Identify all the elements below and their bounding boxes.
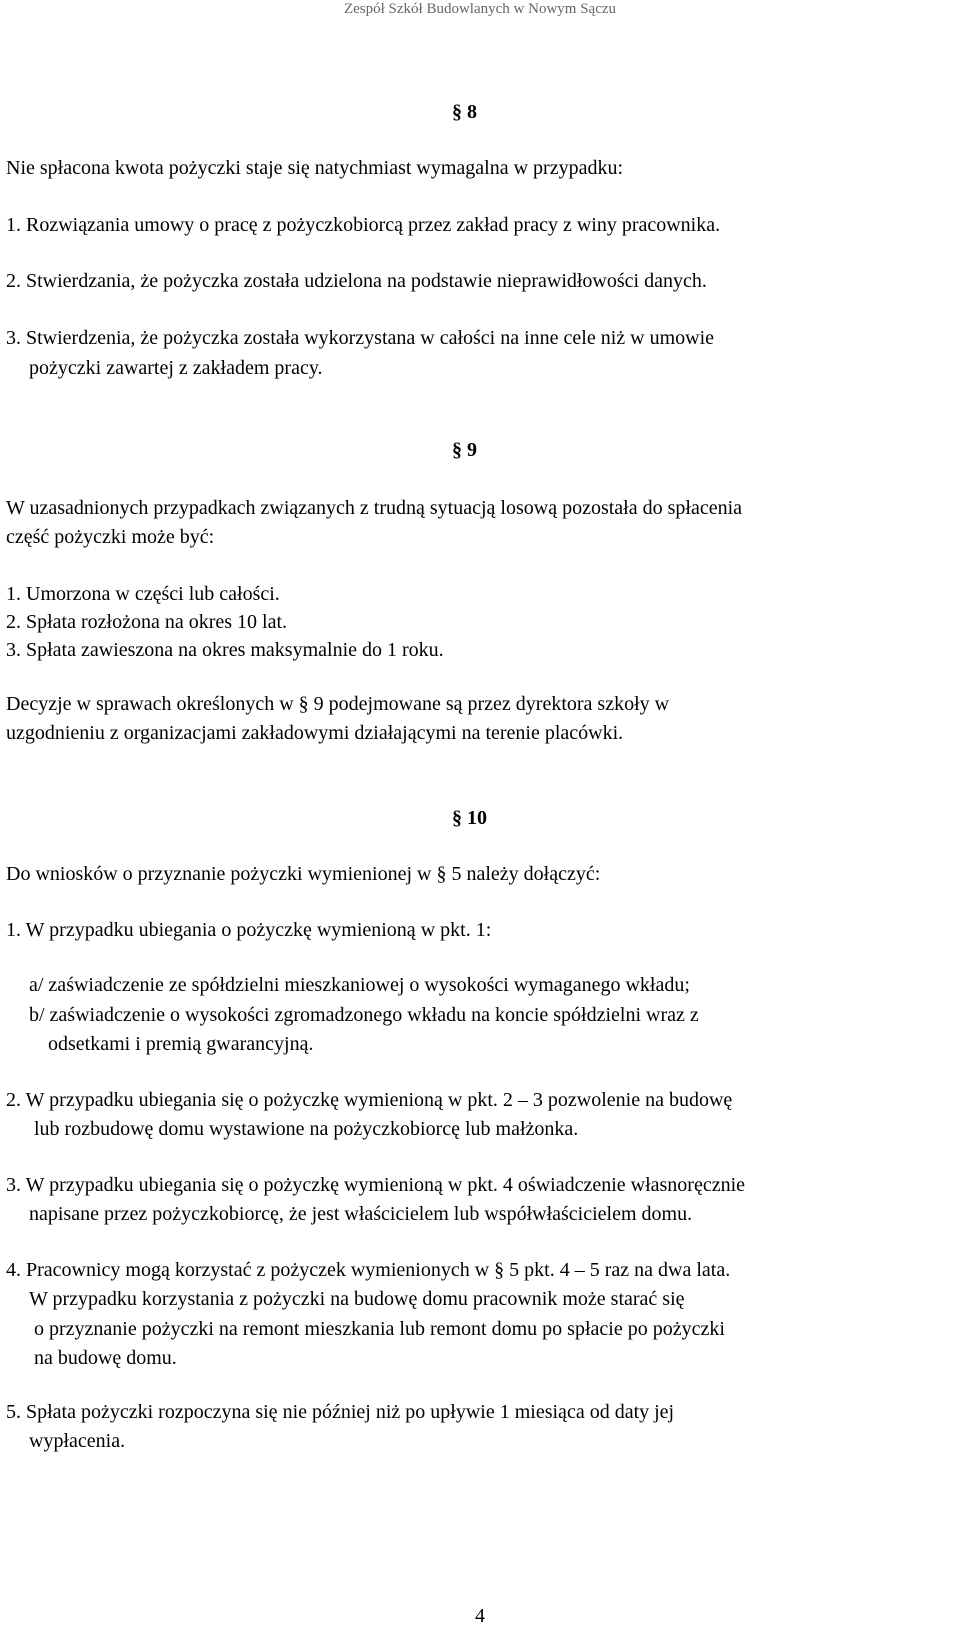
- section-10-line: W przypadku korzystania z pożyczki na budowę domu pracownik może starać się: [29, 1288, 685, 1310]
- section-10-line: wypłacenia.: [29, 1430, 126, 1452]
- section-8-line: 3. Stwierdzenia, że pożyczka została wykorzystana w całości na inne cele niż w umowie: [6, 327, 715, 349]
- section-10-line: a/ zaświadczenie ze spółdzielni mieszkaniowej o wysokości wymaganego wkładu;: [29, 974, 690, 996]
- section-8-line: 2. Stwierdzania, że pożyczka została udzielona na podstawie nieprawidłowości danych.: [6, 270, 707, 292]
- section-10-heading: § 10: [452, 807, 487, 829]
- section-9-line: 2. Spłata rozłożona na okres 10 lat.: [6, 611, 288, 633]
- section-8-line: pożyczki zawartej z zakładem pracy.: [29, 357, 323, 379]
- section-10-line: Do wniosków o przyznanie pożyczki wymienionej w § 5 należy dołączyć:: [6, 863, 601, 885]
- page-header: Zespół Szkół Budowlanych w Nowym Sączu: [343, 1, 617, 17]
- section-8-heading: § 8: [452, 101, 477, 123]
- section-9-line: Decyzje w sprawach określonych w § 9 podejmowane są przez dyrektora szkoły w: [6, 693, 670, 715]
- section-10-line: 3. W przypadku ubiegania się o pożyczkę wymienioną w pkt. 4 oświadczenie własnoręcznie: [6, 1174, 746, 1196]
- section-10-line: lub rozbudowę domu wystawione na pożyczkobiorcę lub małżonka.: [34, 1118, 579, 1140]
- section-10-line: napisane przez pożyczkobiorcę, że jest właścicielem lub współwłaścicielem domu.: [29, 1203, 693, 1225]
- section-10-line: na budowę domu.: [34, 1347, 177, 1369]
- page-number: 4: [475, 1605, 485, 1627]
- section-10-line: odsetkami i premią gwarancyjną.: [48, 1033, 314, 1055]
- section-9-line: W uzasadnionych przypadkach związanych z trudną sytuacją losową pozostała do spłacenia: [6, 497, 743, 519]
- section-10-line: 4. Pracownicy mogą korzystać z pożyczek wymienionych w § 5 pkt. 4 – 5 raz na dwa lata.: [6, 1259, 731, 1281]
- section-10-line: 5. Spłata pożyczki rozpoczyna się nie później niż po upływie 1 miesiąca od daty jej: [6, 1401, 675, 1423]
- section-10-line: 1. W przypadku ubiegania o pożyczkę wymienioną w pkt. 1:: [6, 919, 492, 941]
- section-9-line: 3. Spłata zawieszona na okres maksymalnie do 1 roku.: [6, 639, 444, 661]
- section-8-line: 1. Rozwiązania umowy o pracę z pożyczkobiorcą przez zakład pracy z winy pracownika.: [6, 214, 721, 236]
- section-8-line: Nie spłacona kwota pożyczki staje się natychmiast wymagalna w przypadku:: [6, 157, 624, 179]
- section-10-line: 2. W przypadku ubiegania się o pożyczkę wymienioną w pkt. 2 – 3 pozwolenie na budowę: [6, 1089, 733, 1111]
- section-10-line: o przyznanie pożyczki na remont mieszkania lub remont domu po spłacie po pożyczki: [34, 1318, 725, 1340]
- section-9-line: część pożyczki może być:: [6, 526, 215, 548]
- section-9-line: 1. Umorzona w części lub całości.: [6, 583, 280, 605]
- section-9-heading: § 9: [452, 439, 477, 461]
- section-10-line: b/ zaświadczenie o wysokości zgromadzonego wkładu na koncie spółdzielni wraz z: [29, 1004, 699, 1026]
- section-9-line: uzgodnieniu z organizacjami zakładowymi działającymi na terenie placówki.: [6, 722, 624, 744]
